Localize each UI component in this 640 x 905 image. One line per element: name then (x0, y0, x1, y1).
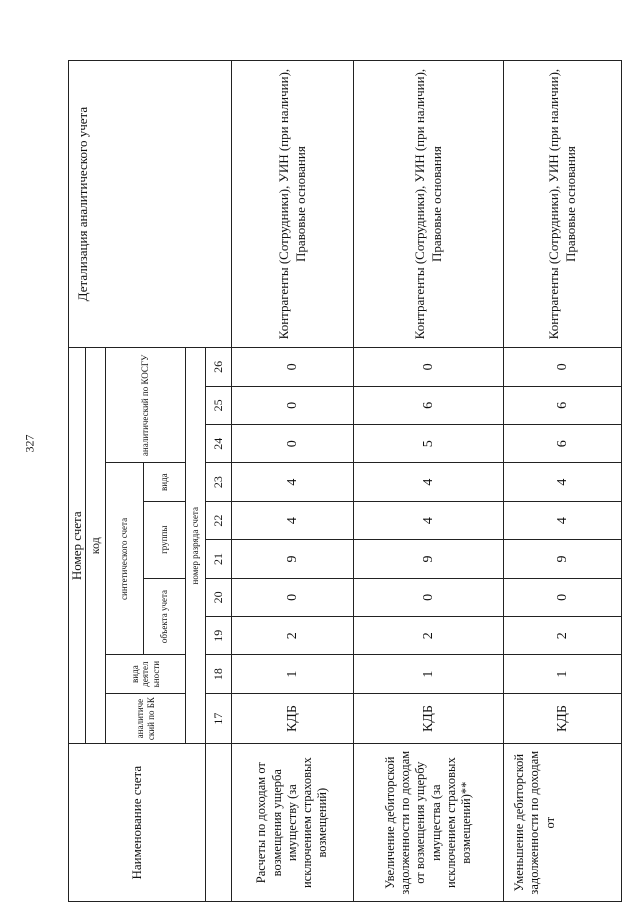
header-name-empty (206, 744, 232, 902)
accounts-table (68, 60, 622, 902)
digit-header: 26 (206, 348, 232, 387)
header-account-name: Наименование счета (69, 744, 206, 902)
header-object: объекта учета (144, 578, 186, 655)
row-detail: Контрагенты (Сотрудники), УИН (при наличии), Правовые основания (232, 61, 354, 348)
header-activity-type: вида деятел ьности (106, 655, 186, 693)
header-synthetic: синтетического счета (106, 463, 144, 655)
page-number: 327 (22, 434, 37, 452)
header-account-number: Номер счета (69, 348, 86, 744)
digit-header: 25 (206, 386, 232, 424)
row-value: 4 (354, 501, 504, 539)
row-value: 0 (504, 578, 622, 616)
row-value: 5 (354, 425, 504, 463)
table-row (232, 61, 354, 902)
digit-header: 22 (206, 501, 232, 539)
row-account-name: Уменьшение дебиторской задолженности по доходам от (504, 744, 622, 902)
row-value: 9 (354, 540, 504, 578)
row-value: 4 (354, 463, 504, 501)
row-value: 6 (354, 386, 504, 424)
row-value: 4 (504, 501, 622, 539)
row-account-name: Увеличение дебиторской задолженности по доходам от возмещения ущербу имущества (за исключением страховых возмещений)** (354, 744, 504, 902)
digit-header: 23 (206, 463, 232, 501)
header-analytic-kosgu: аналитический по КОСГУ (106, 348, 186, 463)
row-value: 0 (232, 425, 354, 463)
digit-header: 18 (206, 655, 232, 693)
row-value: 4 (232, 463, 354, 501)
header-kind: вида (144, 463, 186, 501)
digit-header: 21 (206, 540, 232, 578)
digit-header: 19 (206, 617, 232, 655)
digit-header: 17 (206, 693, 232, 744)
row-value: 9 (504, 540, 622, 578)
header-analytic-bk: аналитиче ский по БК (106, 693, 186, 744)
row-value: 2 (354, 617, 504, 655)
row-value: 2 (232, 617, 354, 655)
row-value: КДБ (232, 693, 354, 744)
digit-header: 24 (206, 425, 232, 463)
row-value: 0 (354, 578, 504, 616)
row-value: 1 (232, 655, 354, 693)
row-account-name: Расчеты по доходам от возмещения ущерба имуществу (за исключением страховых возмещений) (232, 744, 354, 902)
header-digit-number: номер разряда счета (186, 348, 206, 744)
header-group: группы (144, 501, 186, 578)
table-row (354, 61, 504, 902)
row-value: 2 (504, 617, 622, 655)
row-value: 0 (232, 386, 354, 424)
row-value: КДБ (354, 693, 504, 744)
row-detail: Контрагенты (Сотрудники), УИН (при наличии), Правовые основания (504, 61, 622, 348)
row-value: 9 (232, 540, 354, 578)
row-value: КДБ (504, 693, 622, 744)
header-code: код (86, 348, 106, 744)
row-value: 4 (232, 501, 354, 539)
row-value: 0 (232, 578, 354, 616)
row-detail: Контрагенты (Сотрудники), УИН (при наличии), Правовые основания (354, 61, 504, 348)
row-value: 4 (504, 463, 622, 501)
row-value: 6 (504, 386, 622, 424)
row-value: 0 (354, 348, 504, 387)
row-value: 0 (232, 348, 354, 387)
header-detail: Детализация аналитического учета (69, 61, 232, 348)
row-value: 1 (504, 655, 622, 693)
row-value: 6 (504, 425, 622, 463)
row-value: 1 (354, 655, 504, 693)
row-value: 0 (504, 348, 622, 387)
rotated-table-page (68, 60, 618, 902)
table-row (504, 61, 622, 902)
digit-header: 20 (206, 578, 232, 616)
